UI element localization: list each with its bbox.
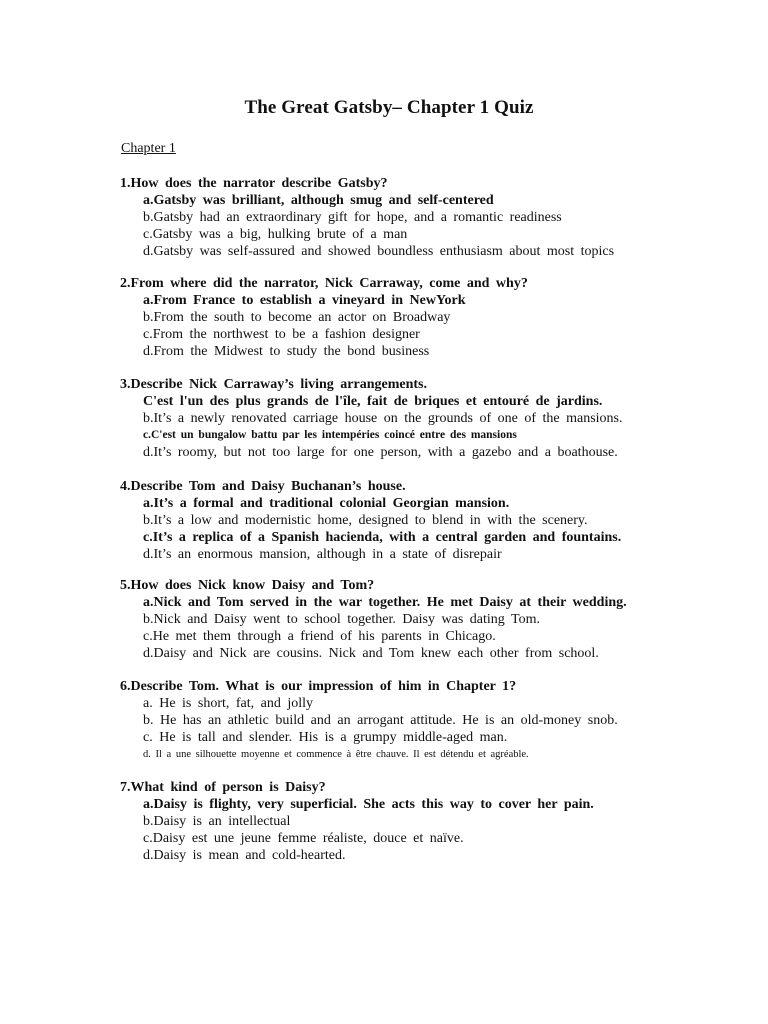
answer-a: a.From France to establish a vineyard in NewYork <box>143 293 466 308</box>
answer-a: a. He is short, fat, and jolly <box>143 696 314 711</box>
question-text: 5.How does Nick know Daisy and Tom? <box>120 578 375 593</box>
answer-b: b.Gatsby had an extraordinary gift for hope, and a romantic readiness <box>143 210 562 225</box>
question-text: 7.What kind of person is Daisy? <box>120 780 326 795</box>
question-7 <box>120 779 720 864</box>
answer-d: d.Daisy is mean and cold-hearted. <box>143 848 346 863</box>
question-text: 4.Describe Tom and Daisy Buchanan’s house. <box>120 479 406 494</box>
answer-d: d.Gatsby was self-assured and showed boundless enthusiasm about most topics <box>143 244 615 259</box>
answer-c: c.From the northwest to be a fashion designer <box>143 327 420 342</box>
answer-d: d.It’s roomy, but not too large for one person, with a gazebo and a boathouse. <box>143 445 618 460</box>
answer-b: b.It’s a low and modernistic home, designed to blend in with the scenery. <box>143 513 588 528</box>
answer-c: c.C'est un bungalow battu par les intempéries coincé entre des mansions <box>143 429 517 441</box>
question-6 <box>120 678 720 763</box>
question-2 <box>120 275 720 360</box>
answer-d: d. Il a une silhouette moyenne et commence à être chauve. Il est détendu et agréable. <box>143 749 529 760</box>
question-1 <box>120 175 720 260</box>
answer-c: c.It’s a replica of a Spanish hacienda, with a central garden and fountains. <box>143 530 622 545</box>
question-text: 2.From where did the narrator, Nick Carraway, come and why? <box>120 276 528 291</box>
answer-c: c. He is tall and slender. His is a grumpy middle-aged man. <box>143 730 508 745</box>
answer-d: d.From the Midwest to study the bond business <box>143 344 430 359</box>
question-5 <box>120 577 720 662</box>
answer-b: b. He has an athletic build and an arrogant attitude. He is an old-money snob. <box>143 713 618 728</box>
answer-a: a.Gatsby was brilliant, although smug and self-centered <box>143 193 494 208</box>
answer-a: a.It’s a formal and traditional colonial Georgian mansion. <box>143 496 510 511</box>
answer-c: c.He met them through a friend of his parents in Chicago. <box>143 629 496 644</box>
question-text: 1.How does the narrator describe Gatsby? <box>120 176 388 191</box>
answer-b: b.Nick and Daisy went to school together. Daisy was dating Tom. <box>143 612 540 627</box>
question-4 <box>120 478 720 563</box>
answer-d: d.Daisy and Nick are cousins. Nick and Tom knew each other from school. <box>143 646 599 661</box>
question-text: 6.Describe Tom. What is our impression of him in Chapter 1? <box>120 679 517 694</box>
answer-a: C'est l'un des plus grands de l'île, fait de briques et entouré de jardins. <box>143 394 603 409</box>
answer-b: b.From the south to become an actor on Broadway <box>143 310 451 325</box>
question-text: 3.Describe Nick Carraway’s living arrangements. <box>120 377 427 392</box>
answer-a: a.Nick and Tom served in the war together. He met Daisy at their wedding. <box>143 595 627 610</box>
answer-a: a.Daisy is flighty, very superficial. She acts this way to cover her pain. <box>143 797 594 812</box>
answer-d: d.It’s an enormous mansion, although in a state of disrepair <box>143 547 502 562</box>
answer-b: b.It’s a newly renovated carriage house on the grounds of one of the mansions. <box>143 411 623 426</box>
answer-c: c.Gatsby was a big, hulking brute of a man <box>143 227 408 242</box>
question-3 <box>120 376 720 461</box>
document-title: The Great Gatsby– Chapter 1 Quiz <box>244 97 534 118</box>
answer-b: b.Daisy is an intellectual <box>143 814 291 829</box>
answer-c: c.Daisy est une jeune femme réaliste, douce et naïve. <box>143 831 464 846</box>
chapter-heading: Chapter 1 <box>121 141 176 156</box>
